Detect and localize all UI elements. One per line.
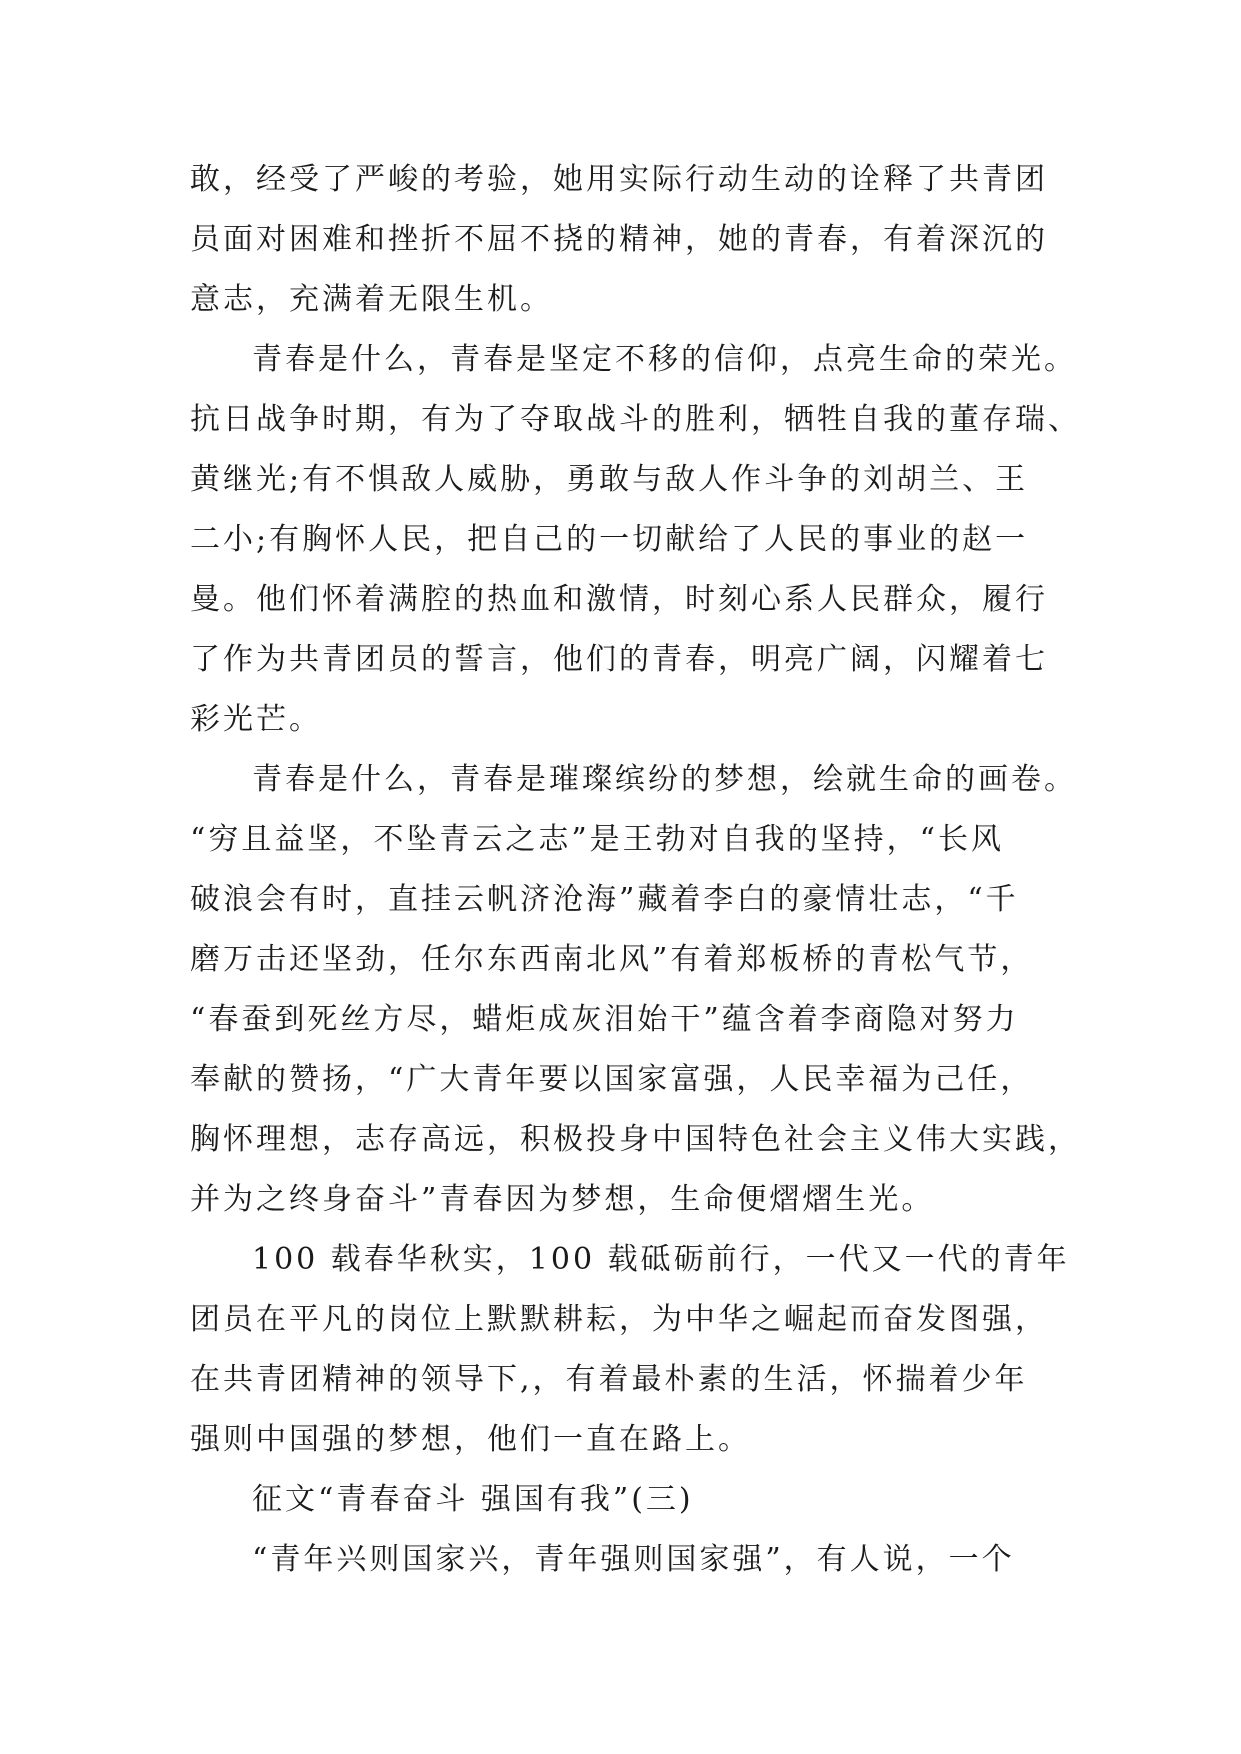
body-text	[190, 150, 1081, 1590]
text-line: 强则中国强的梦想，他们一直在路上。	[190, 1422, 751, 1457]
text-line: 奉献的赞扬，“广大青年要以国家富强，人民幸福为己任，	[190, 1062, 1034, 1097]
section-heading: 征文“青春奋斗 强国有我”(三)	[252, 1482, 694, 1517]
text-line: 彩光芒。	[190, 702, 322, 737]
text-line: 胸怀理想，志存高远，积极投身中国特色社会主义伟大实践，	[190, 1122, 1081, 1157]
text-line: 黄继光;有不惧敌人威胁，勇敢与敌人作斗争的刘胡兰、王	[190, 462, 1029, 497]
text-line: 二小;有胸怀人民，把自己的一切献给了人民的事业的赵一	[190, 522, 1029, 557]
text-line: 意志，充满着无限生机。	[190, 282, 553, 317]
text-line: 并为之终身奋斗”青春因为梦想，生命便熠熠生光。	[190, 1182, 935, 1217]
text-line: 曼。他们怀着满腔的热血和激情，时刻心系人民群众，履行	[190, 582, 1048, 617]
text-line: “春蚕到死丝方尽，蜡炬成灰泪始干”蕴含着李商隐对努力	[190, 1002, 1019, 1037]
text-line: “穷且益坚，不坠青云之志”是王勃对自我的坚持，“长风	[190, 822, 1005, 857]
text-line: 团员在平凡的岗位上默默耕耘，为中华之崛起而奋发图强，	[190, 1302, 1048, 1337]
paragraph-first-line: 青春是什么，青春是璀璨缤纷的梦想，绘就生命的画卷。	[252, 762, 1077, 797]
text-line: 了作为共青团员的誓言，他们的青春，明亮广阔，闪耀着七	[190, 642, 1048, 677]
text-line: 磨万击还坚劲，任尔东西南北风”有着郑板桥的青松气节，	[190, 942, 1034, 977]
text-line: 抗日战争时期，有为了夺取战斗的胜利，牺牲自我的董存瑞、	[190, 402, 1081, 437]
text-line: 在共青团精神的领导下,，有着最朴素的生活，怀揣着少年	[190, 1362, 1028, 1397]
paragraph-first-line: “青年兴则国家兴，青年强则国家强”，有人说，一个	[252, 1542, 1015, 1577]
paragraph-first-line: 100 载春华秋实，100 载砥砺前行，一代又一代的青年	[252, 1242, 1070, 1277]
text-line: 员面对困难和挫折不屈不挠的精神，她的青春，有着深沉的	[190, 222, 1048, 257]
paragraph-first-line: 青春是什么，青春是坚定不移的信仰，点亮生命的荣光。	[252, 342, 1077, 377]
text-line: 破浪会有时，直挂云帆济沧海”藏着李白的豪情壮志，“千	[190, 882, 1019, 917]
text-line: 敢，经受了严峻的考验，她用实际行动生动的诠释了共青团	[190, 162, 1048, 197]
